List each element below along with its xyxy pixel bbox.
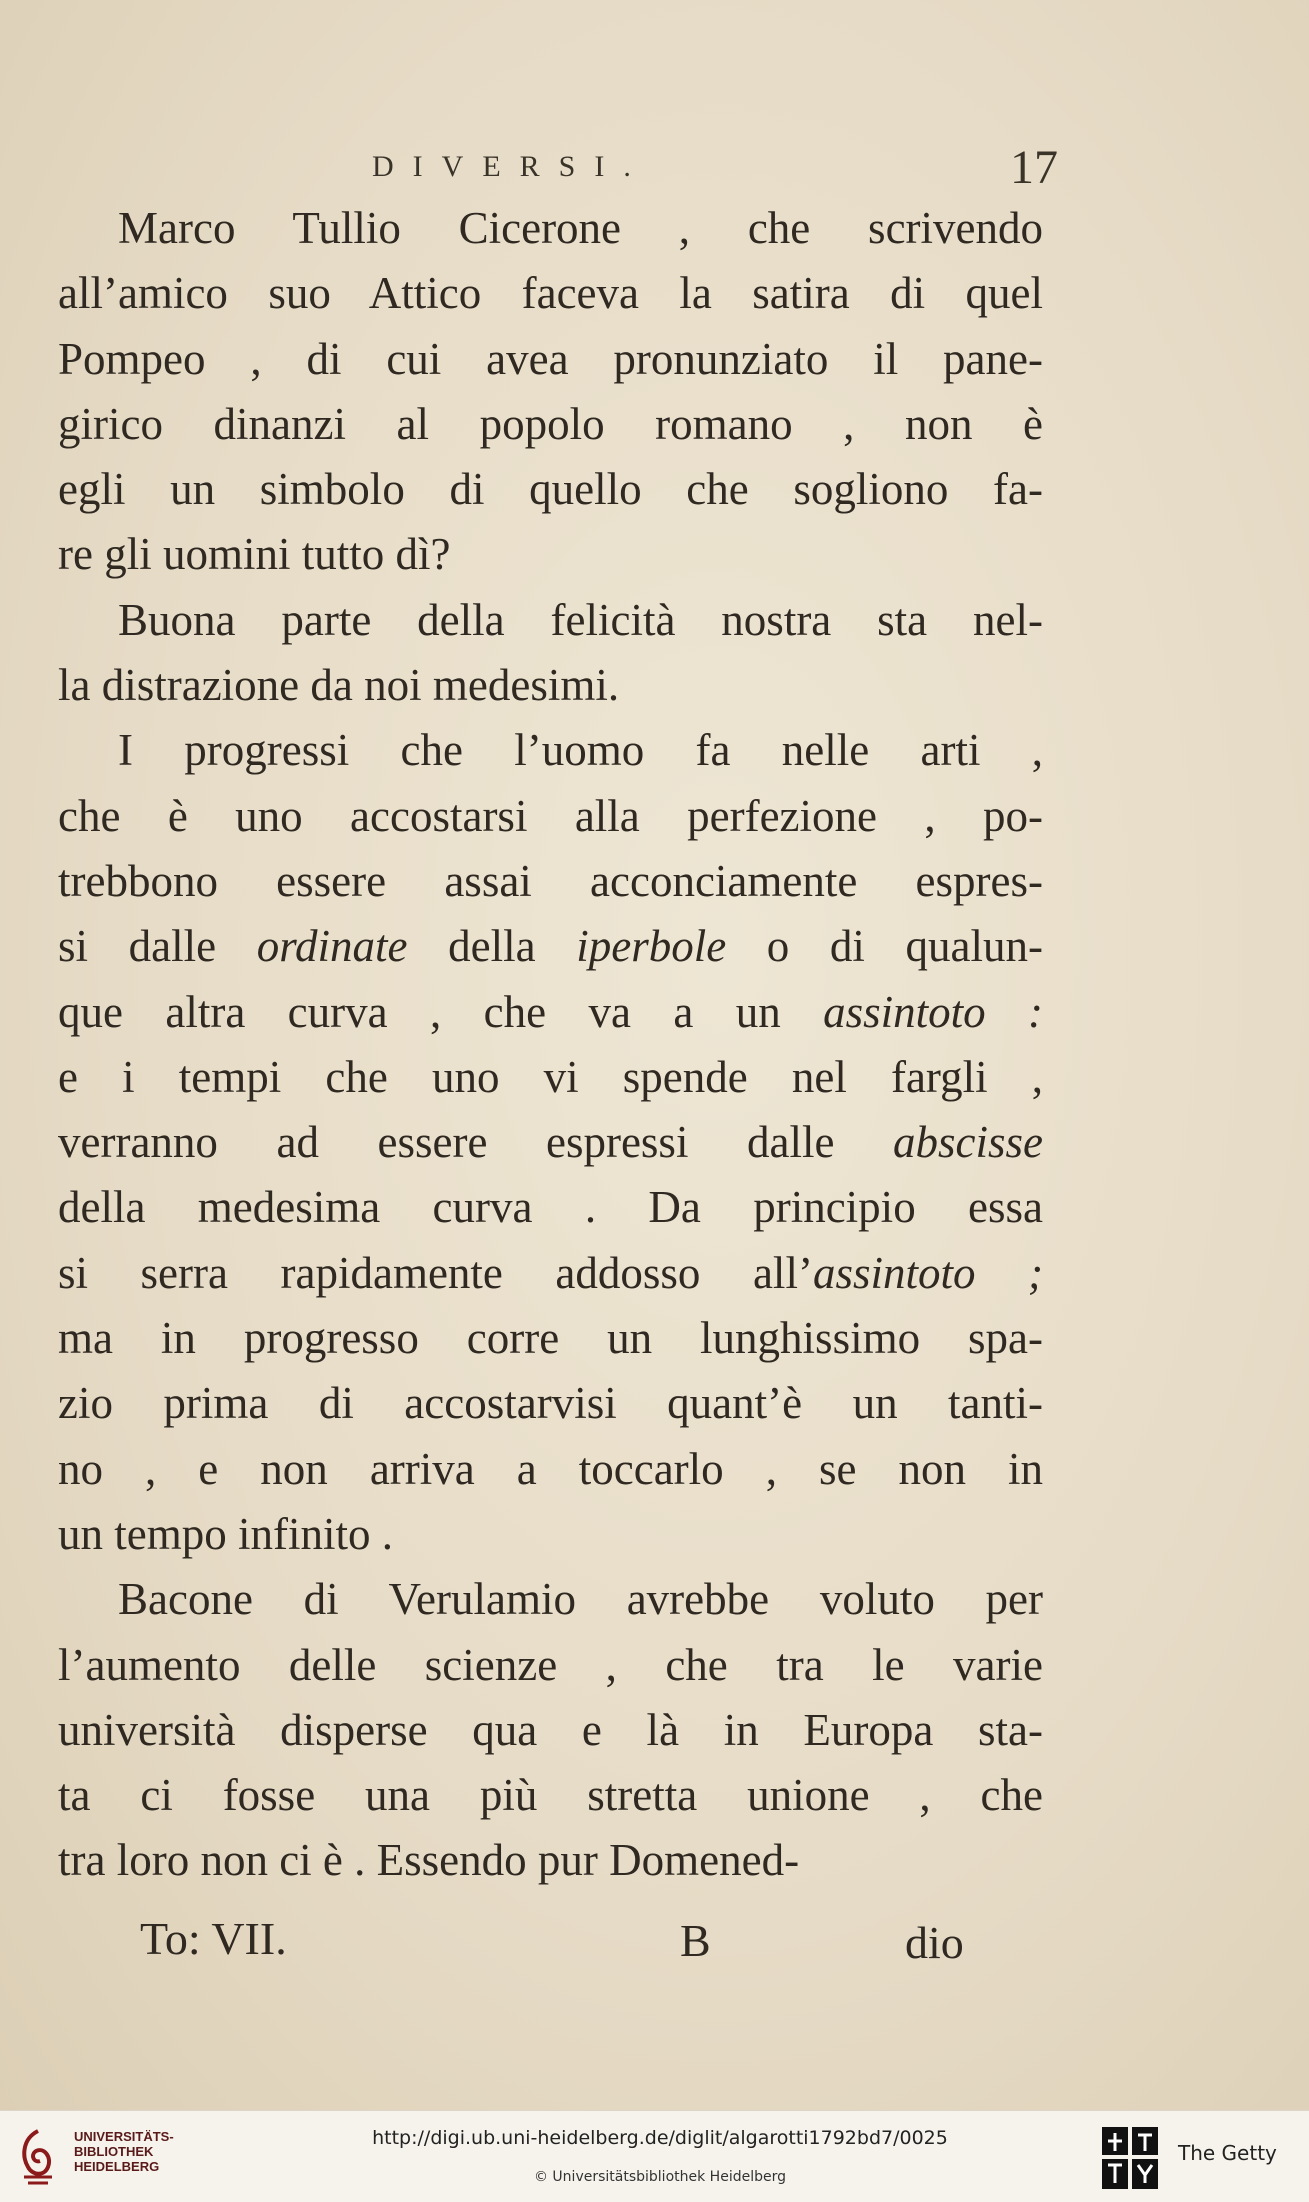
- italic-term: iperbole: [576, 921, 727, 972]
- paragraph: [58, 588, 1043, 719]
- page-header: [0, 140, 1309, 200]
- text-line: [58, 1633, 1043, 1698]
- permalink-url[interactable]: http://digi.ub.uni-heidelberg.de/diglit/algarotti1792bd7/0025: [372, 2127, 948, 2149]
- text-run: all’amico suo Attico faceva la satira di quel: [58, 268, 1043, 319]
- text-run: re gli uomini tutto dì?: [58, 529, 451, 580]
- text-line: [58, 1371, 1043, 1436]
- text-run: no , e non arriva a toccarlo , se non in: [58, 1443, 1043, 1494]
- text-run: l’aumento delle scienze , che tra le varie: [58, 1639, 1043, 1690]
- text-line: [58, 1567, 1043, 1632]
- text-line: [58, 522, 1043, 587]
- text-line: [58, 1828, 1043, 1893]
- text-run: zio prima di accostarvisi quant’è un tanti-: [58, 1378, 1043, 1429]
- text-run: si serra rapidamente addosso all’: [58, 1247, 813, 1298]
- text-run: que altra curva , che va a un: [58, 986, 824, 1037]
- text-line: [58, 588, 1043, 653]
- text-line: [58, 327, 1043, 392]
- text-run: ma in progresso corre un lunghissimo spa-: [58, 1313, 1043, 1364]
- text-line: [58, 718, 1043, 783]
- text-line: [58, 849, 1043, 914]
- copyright-notice: © Universitätsbibliothek Heidelberg: [533, 2169, 786, 2185]
- text-run: trebbono essere assai acconciamente espres-: [58, 855, 1043, 906]
- university-name: UNIVERSITÄTS- BIBLIOTHEK HEIDELBERG: [74, 2129, 174, 2174]
- getty-logo-icon: [1100, 2125, 1160, 2191]
- text-run: ta ci fosse una più stretta unione , che: [58, 1770, 1043, 1821]
- italic-term: abscisse: [893, 1117, 1043, 1168]
- text-line: [58, 1175, 1043, 1240]
- text-line: [58, 1698, 1043, 1763]
- text-run: verranno ad essere espressi dalle: [58, 1117, 893, 1168]
- text-run: università disperse qua e là in Europa sta-: [58, 1704, 1043, 1755]
- text-line: [58, 1763, 1043, 1828]
- text-run: della: [407, 921, 577, 972]
- getty-name: The Getty: [1178, 2141, 1277, 2165]
- volume-mark: To: VII.: [140, 1913, 287, 1964]
- text-line: [58, 980, 1043, 1045]
- text-line: [58, 914, 1043, 979]
- text-run: che è uno accostarsi alla perfezione , po-: [58, 790, 1043, 841]
- text-run: girico dinanzi al popolo romano , non è: [58, 398, 1043, 449]
- text-line: [58, 784, 1043, 849]
- text-run: egli un simbolo di quello che sogliono fa-: [58, 464, 1043, 515]
- text-run: e i tempi che uno vi spende nel fargli ,: [58, 1051, 1043, 1102]
- text-run: tra loro non ci è . Essendo pur Domened-: [58, 1835, 800, 1886]
- text-line: [58, 1241, 1043, 1306]
- text-line: [58, 1306, 1043, 1371]
- text-run: I progressi che l’uomo fa nelle arti ,: [118, 725, 1043, 776]
- paragraph: [58, 196, 1043, 588]
- paragraph: [58, 1567, 1043, 1893]
- text-run: della medesima curva . Da principio essa: [58, 1182, 1043, 1233]
- signature-mark: B: [680, 1915, 711, 1966]
- italic-term: assintoto ;: [812, 1247, 1043, 1298]
- text-run: Bacone di Verulamio avrebbe voluto per: [118, 1574, 1043, 1625]
- viewer-footer-bar: [0, 2110, 1309, 2202]
- paragraph: [58, 718, 1043, 1567]
- text-line: [58, 196, 1043, 261]
- text-run: un tempo infinito .: [58, 1508, 393, 1559]
- text-run: si dalle: [58, 921, 257, 972]
- italic-term: assintoto :: [823, 986, 1043, 1037]
- italic-term: ordinate: [256, 921, 408, 972]
- text-run: Marco Tullio Cicerone , che scrivendo: [118, 203, 1043, 253]
- running-head: DIVERSI.: [372, 150, 650, 183]
- text-line: [58, 457, 1043, 522]
- body-text: [58, 196, 1043, 1894]
- page-footer: [0, 1912, 1309, 1982]
- catchword: dio: [905, 1917, 964, 1968]
- text-line: [58, 1045, 1043, 1110]
- text-run: o di qualun-: [726, 921, 1043, 972]
- text-run: Pompeo , di cui avea pronunziato il pane-: [58, 333, 1043, 384]
- text-run: Buona parte della felicità nostra sta nel-: [118, 594, 1043, 645]
- university-seal-icon: [14, 2127, 62, 2189]
- text-line: [58, 653, 1043, 718]
- page-number: 17: [1010, 141, 1058, 194]
- text-line: [58, 392, 1043, 457]
- text-line: [58, 1502, 1043, 1567]
- text-line: [58, 1110, 1043, 1175]
- text-run: la distrazione da noi medesimi.: [58, 660, 620, 711]
- text-line: [58, 1437, 1043, 1502]
- text-line: [58, 261, 1043, 326]
